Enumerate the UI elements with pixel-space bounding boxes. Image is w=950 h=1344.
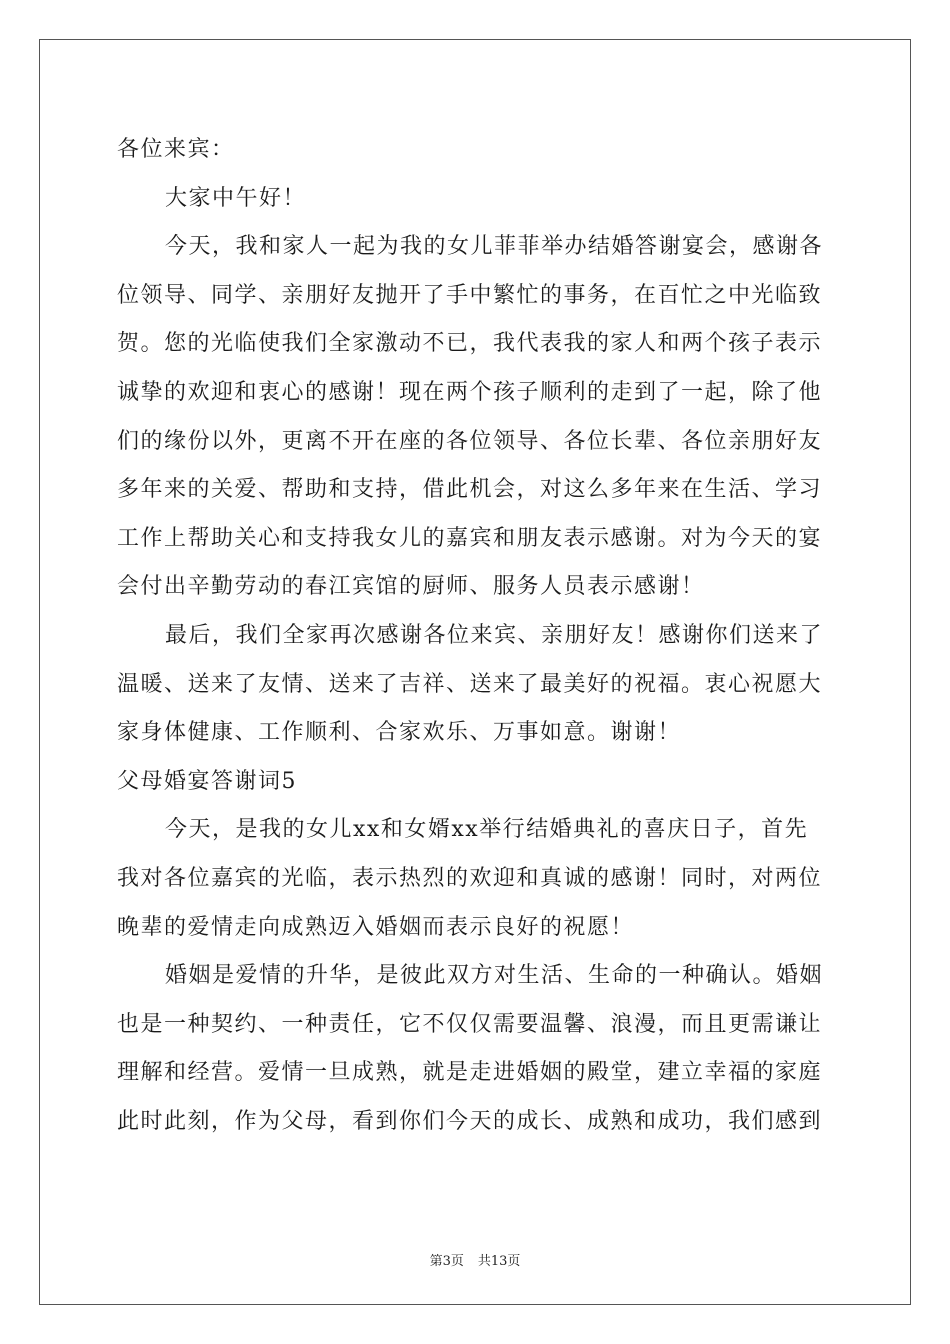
paragraph-line: 们的缘份以外，更离不开在座的各位领导、各位长辈、各位亲朋好友	[117, 428, 823, 454]
paragraph-line: 温暖、送来了友情、送来了吉祥、送来了最美好的祝福。衷心祝愿大	[117, 671, 823, 697]
page-number: 第3页	[429, 1254, 464, 1269]
paragraph-line: 家身体健康、工作顺利、合家欢乐、万事如意。谢谢！	[117, 720, 682, 746]
greeting-line: 大家中午好！	[165, 185, 307, 211]
salutation-line: 各位来宾：	[117, 137, 235, 162]
paragraph-line: 此时此刻，作为父母，看到你们今天的成长、成熟和成功，我们感到	[117, 1108, 823, 1134]
paragraph-line: 我对各位嘉宾的光临，表示热烈的欢迎和真诚的感谢！同时，对两位	[117, 865, 823, 891]
page-footer	[0, 1250, 950, 1269]
paragraph-line: 多年来的关爱、帮助和支持，借此机会，对这么多年来在生活、学习	[117, 477, 823, 503]
paragraph-line: 工作上帮助关心和支持我女儿的嘉宾和朋友表示感谢。对为今天的宴	[117, 525, 823, 551]
paragraph-line: 诚挚的欢迎和衷心的感谢！现在两个孩子顺利的走到了一起，除了他	[117, 379, 823, 405]
paragraph-line: 今天，是我的女儿xx和女婿xx举行结婚典礼的喜庆日子，首先	[165, 817, 809, 843]
paragraph-line: 晚辈的爱情走向成熟迈入婚姻而表示良好的祝愿！	[117, 914, 635, 940]
paragraph-line: 最后，我们全家再次感谢各位来宾、亲朋好友！感谢你们送来了	[165, 622, 824, 648]
document-body	[117, 126, 837, 1146]
paragraph-line: 贺。您的光临使我们全家激动不已，我代表我的家人和两个孩子表示	[117, 331, 823, 357]
paragraph-line: 今天，我和家人一起为我的女儿菲菲举办结婚答谢宴会，感谢各	[165, 234, 824, 260]
paragraph-line: 位领导、同学、亲朋好友抛开了手中繁忙的事务，在百忙之中光临致	[117, 282, 823, 308]
page-total: 共13页	[477, 1254, 521, 1269]
section-heading: 父母婚宴答谢词5	[117, 768, 297, 794]
paragraph-line: 会付出辛勤劳动的春江宾馆的厨师、服务人员表示感谢！	[117, 574, 705, 600]
paragraph-line: 理解和经营。爱情一旦成熟，就是走进婚姻的殿堂，建立幸福的家庭	[117, 1060, 823, 1086]
paragraph-line: 也是一种契约、一种责任，它不仅仅需要温馨、浪漫，而且更需谦让	[117, 1011, 823, 1037]
paragraph-line: 婚姻是爱情的升华，是彼此双方对生活、生命的一种确认。婚姻	[165, 963, 824, 989]
